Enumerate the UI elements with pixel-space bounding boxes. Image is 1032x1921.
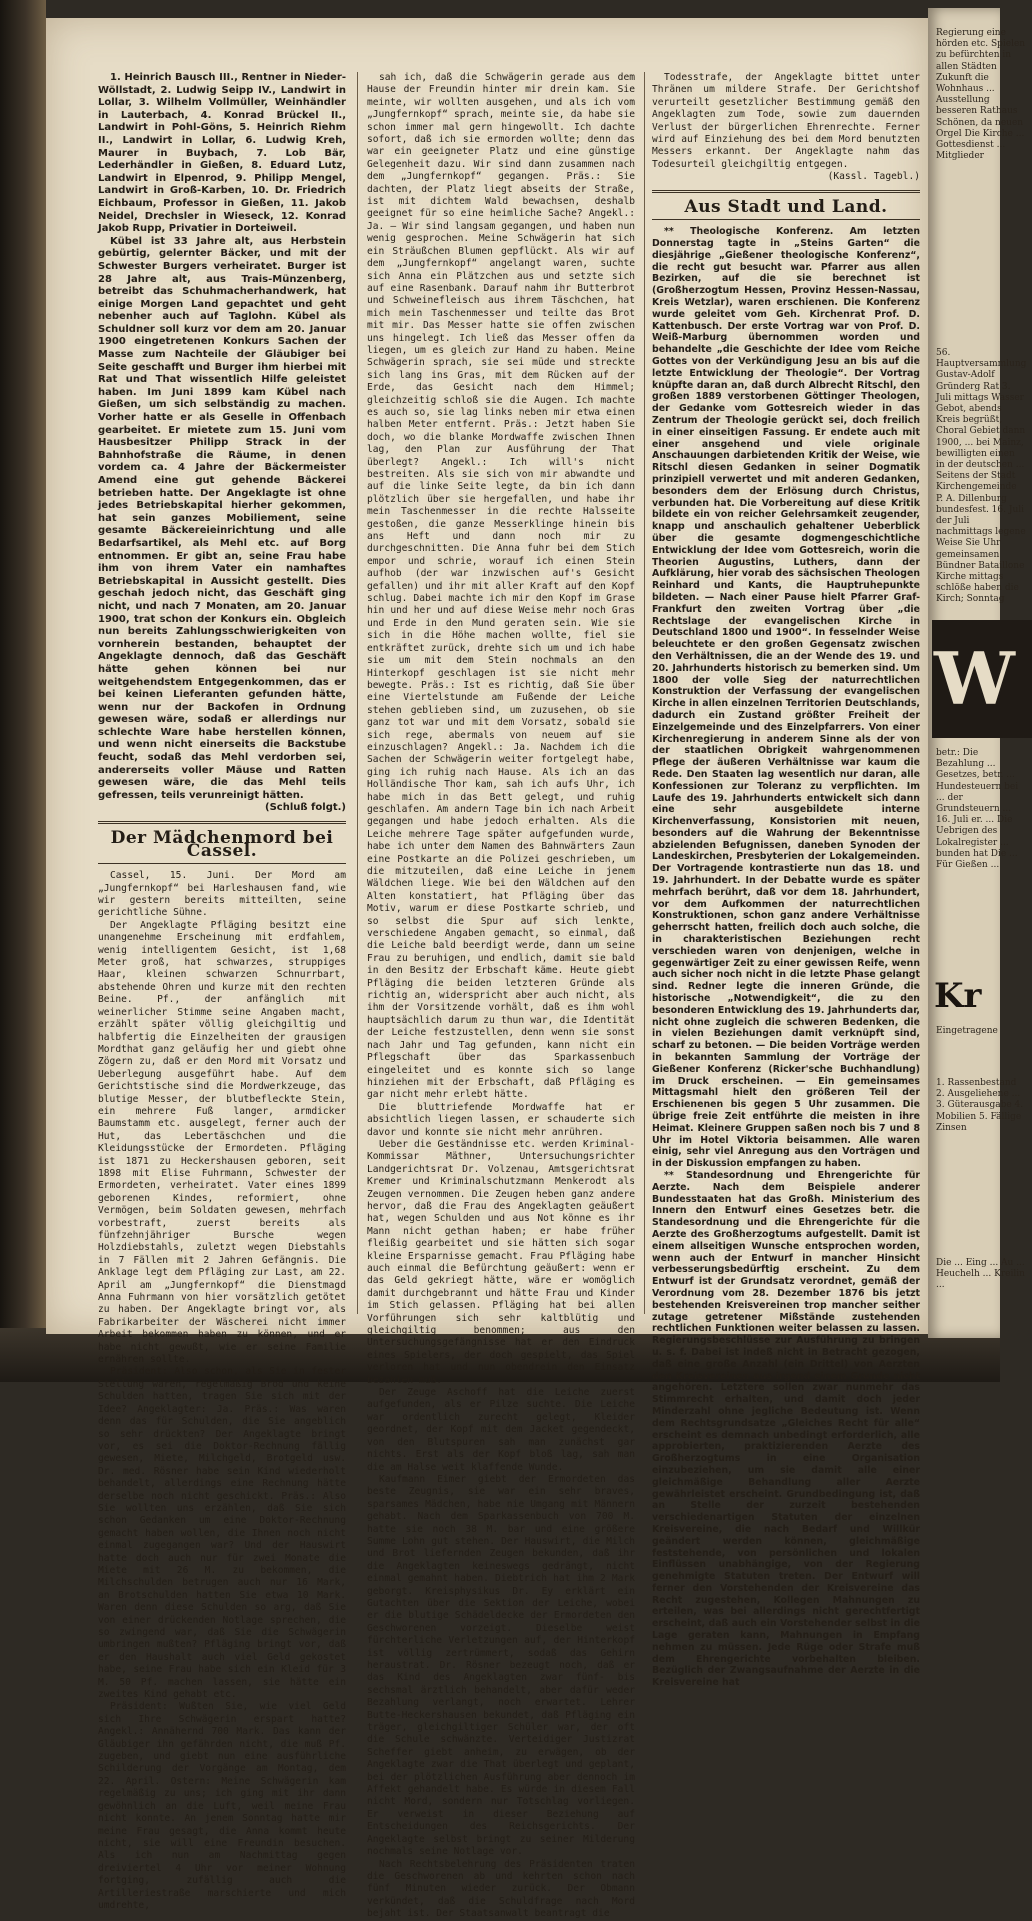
to-be-continued-note: (Schluß folgt.) [265, 802, 346, 814]
article-headline: Der Mädchenmord bei Cassel. [110, 828, 334, 861]
article-paragraph: Nach Rechtsbelehrung des Präsidenten traten die Geschworenen ab und kehrten schon nach fünf Minuten wieder zurück. Der Obmann verkündet, daß die Schuldfrage nach Mord bejaht ist. Der Staatsanwalt beantragt die [367, 1858, 635, 1920]
headline-rule [98, 863, 346, 864]
article-paragraph: Ueber die Geständnisse etc. werden Kriminal-Kommissar Mäthner, Untersuchungsrichter Landgerichtsrat Dr. Volzenau, Amtsgerichtsrat Kremer und Kriminalschutzmann Menkerodt als Zeugen vernommen. Die Zeugen heben ganz andere hervor, daß die Frau des Angeklagten geäußert hat, wegen Schulden und aus Not könne es ihr Mann nicht gethan haben; er habe früher fleißig gearbeitet und sie hätten sich sogar kleine Ersparnisse gemacht. Frau Pfläging habe auch einmal die Befürchtung geäußert: wenn er das Geld gekriegt hätte, wäre er womöglich damit durchgebrannt und hätte Frau und Kinder im Stich gelassen. Pfläging hat bei allen Vorführungen sich sehr kaltblütig und gleichgiltig benommen; aus den Untersuchungsgefängnisse hat er den Eindruck eines Spielers, der doch gespielt, das Spiel verloren hat und nun obendrein den Einsatz bezahlen muß. [367, 1138, 635, 1386]
article-paragraph: Cassel, 15. Juni. Der Mord am „Jungfernkopf“ bei Harleshausen fand, wie wir gestern bereits mitteilten, seine gerichtliche Sühne. [98, 870, 346, 919]
advertisement-heading: Kr [934, 976, 982, 1016]
scan-edge-left [0, 0, 46, 1382]
article-paragraph: Die bluttriefende Mordwaffe hat er absichtlich liegen lassen, er schauderte sich davor und konnte sie nicht mehr anrühren. [367, 1101, 635, 1138]
news-item: ** Theologische Konferenz. Am letzten Donnerstag tagte in „Steins Garten“ die diesjährige „Gießener theologische Konferenz“, die recht gut besucht war. Pfarrer aus allen Bezirken, auf die sie berechnet ist (Großherzogtum Hessen, Provinz Hessen-Nassau, Kreis Wetzlar), waren erschienen. Die Konferenz wurde geleitet vom Geh. Kirchenrat Prof. D. Kattenbusch. Der erste Vortrag war von Prof. D. Weiß-Marburg übernommen worden und behandelte „die Geschichte der Idee vom Reiche Gottes von der Verkündigung Jesu an bis auf die letzte Entwicklung der Theologie“. Der Vortrag knüpfte daran an, daß durch Albrecht Ritschl, den großen 1889 verstorbenen Göttinger Theologen, der Gedanke vom Gottesreich wieder in das Zentrum der Theologie gerückt sei, doch freilich in einer einseitigen Fassung. Er endete auch mit einer ansgehend und viele originale Anschauungen darbietenden Kritik der Weise, wie Ritschl diesen Gedanken in seiner Dogmatik prinzipiell verwertet und mit anderen Gedanken, besonders dem der Erlösung durch Christus, verbunden hat. Die Vorbereitung auf diese Kritik bildete ein von reicher Gelehrsamkeit zeugender, knapp und anschaulich gehaltener Ueberblick über die gesamte dogmengeschichtliche Entwicklung der Idee vom Gottesreich, worin die Theorien Augustins, Luthers, dann der Aufklärung, hier vorab des sächsischen Theologen Reinhard und Kants, die Hauptruhepunkte bildeten. — Nach einer Pause hielt Pfarrer Graf-Frankfurt den zweiten Vortrag über „die Rechtslage der evangelischen Kirche in Deutschland 1800 und 1900“. In fesselnder Weise beleuchtete er den großen Gegensatz zwischen den Verhältnissen, die an der Wende des 19. und 20. Jahrhunderts historisch zu bemerken sind. Um 1800 der volle Sieg der naturrechtlichen Konstruktion der Verfassung der evangelischen Kirche in allen einzelnen Territorien Deutschlands, dadurch ein Zustand größter Freiheit der Einzelgemeinde und des Einzelpfarrers. Von einer Kirchenregierung in anderem Sinne als der von der staatlichen Obrigkeit wahrgenommenen Pflege der äußeren Verhältnisse war kaum die Rede. Den Staaten lag wesentlich nur daran, alle Konfessionen zur Toleranz zu verpflichten. Im Laufe des 19. Jahrhunderts entwickelt sich dann eine sehr ausgebildete interne Kirchenverfassung, Konsistorien mit neuen, besonders auf die Wahrung der Bekenntnisse abzielenden Befugnissen, daneben Synoden der Landeskirchen, Presbyterien der Lokalgemeinden. Der Vortragende kontrastierte nun das 18. und 19. Jahrhundert. In der Debatte wurde es später mehrfach berührt, daß vor dem 18. Jahrhundert, vor dem Aufkommen der naturrechtlichen Konstruktionen, schon ganz andere Verhältnisse geherrscht hatten, freilich doch auch solche, die in charakteristischen Beziehungen recht verschieden waren von denjenigen, welche in gegenwärtiger Zeit zu einer gewissen Reife, wenn auch sicher noch nicht in die letzte Phase gelangt sind. Redner legte die inneren Gründe, die historische „Notwendigkeit“, die zu den besonderen Entwicklung des 19. Jahrhunderts dar, nicht ohne zugleich die schweren Bedenken, die in vielen Beziehungen damit verknüpft sind, scharf zu betonen. — Die beiden Vorträge werden in bekannten Sammlung der Vorträge der Gießener Konferenz (Ricker'sche Buchhandlung) im Druck erscheinen. — Ein gemeinsames Mittagsmahl hielt den größeren Teil der Erschienenen bis gegen 5 Uhr zusammen. Die übrige freie Zeit entführte die meisten in ihre Heimat. Kleinere Gruppen saßen noch bis 7 und 8 Uhr im Hotel Viktoria beisammen. Alle waren einig, sehr viel Anregung aus den Vorträgen und in der Diskussion empfangen zu haben. [652, 226, 920, 1170]
article-divider [652, 190, 920, 193]
source-note: (Kassl. Tagebl.) [827, 171, 920, 183]
newspaper-page [46, 18, 928, 1920]
column-2 [367, 72, 635, 1920]
article-paragraph: sah ich, daß die Schwägerin gerade aus dem Hause der Freundin hinter mir drein kam. Sie meinte, wir wollten ausgehen, und als ich vom „Jungfernkopf“ sprach, meinte sie, da habe sie schon immer mal gern hingewollt. Ich dachte sofort, daß ich sie ermorden wollte; denn das war ein geeigneter Platz und eine günstige Gelegenheit dazu. Wir sind dann zusammen nach dem „Jungfernkopf“ gegangen. Präs.: Sie dachten, der Platz liegt abseits der Straße, ist mit dichtem Wald bewachsen, deshalb geeignet für so eine heimliche Sache? Angekl.: Ja. — Wir sind langsam gegangen, und haben nun wenig gesprochen. Meine Schwägerin hat sich ein Sträußchen Blumen gepflückt. Als wir auf dem „Jungfernkopf“ angelangt waren, suchte sich Anna ein Plätzchen aus und setzte sich auf eine Rasenbank. Darauf nahm ihr Butterbrot und Schweinefleisch aus ihrem Täschchen, hat mich mein Taschenmesser und teilte das Brot mit mir. Das Messer hatte sie offen zwischen uns hingelegt. Ich ließ das Messer offen da liegen, um es gleich zur Hand zu haben. Meine Schwägerin sprach, sie sei müde und streckte sich lang ins Gras, mit dem Rücken auf der Erde, das Gesicht nach dem Himmel; gleichzeitig schloß sie die Augen. Ich machte es auch so, sie lag links neben mir etwa einen halben Meter entfernt. Präs.: Jetzt haben Sie doch, wo die blanke Mordwaffe zwischen Ihnen lag, den Plan zur Ausführung der That überlegt? Angekl.: Ich will's nicht bestreiten. Als sie sich von mir abwandte und auf die linke Seite legte, da bin ich dann plötzlich über sie hergefallen, und habe ihr mein Taschenmesser in die rechte Halsseite gestoßen, die ganze Messerklinge hinein bis ans Heft und dann noch mir zu durchgeschnitten. Die Anna fuhr bei dem Stich empor und schrie, worauf ich einen Stein aufhob (der war inzwischen auf's Gesicht gefallen) und ihr mit aller Kraft auf den Kopf schlug. Dabei machte ich mir den Kopf im Grase hin und her und auf diese Weise mehr noch Gras und Erde in den Mund geraten sein. Wie sie sich in die Höhe machen wollte, fiel sie entkräftet zurück, drehte sich um und ich habe sie um mit dem Stein nochmals an den Hinterkopf geschlagen ist sie nicht mehr bewegte. Präs.: Ist es richtig, daß Sie über eine Viertelstunde am Fußende der Leiche stehen geblieben sind, um zuzusehen, ob sie ganz tot war und mit dem Vorsatz, sobald sie sich rege, abermals von neuem auf sie einzuschlagen? Angekl.: Ja. Nachdem ich die Sachen der Schwägerin weiter fortgelegt habe, ging ich ruhig nach Hause. Als ich an das Holländische Thor kam, sah ich aufs Uhr, ich habe mich in das Bett gelegt, und ruhig geschlafen. Am andern Tage bin ich nach Arbeit gegangen und habe jedoch erhalten. Als die Leiche mehrere Tage später aufgefunden wurde, habe ich unter dem Namen des Bahnwärters Zaun eine Postkarte an die Polizei geschrieben, um die mitzuteilen, daß eine Leiche in jenem Wäldchen liege. Wie bei den Wäldchen auf den Alten konstatiert, hat Pfläging über das Motiv, warum er diese Postkarte schrieb, und so selbst die Spur auf sich lenkte, verschiedene Angaben gemacht, so einmal, daß die Leiche bald beerdigt werde, dann um seine Frau zu beruhigen, und endlich, damit sie bald in den Besitz der Erbschaft käme. Heute giebt Pfläging die beiden letzteren Gründe als richtig an, widerspricht aber auch nicht, als ihm der Vorsitzende vorhält, daß es ihm wohl hauptsächlich darum zu thun war, die Identität der Leiche festzustellen, denn wenn sie sonst nach Jahr und Tag gefunden, kann nicht ein Pflegschaft über das Sparkassenbuch eingeleitet und es konnte sich so lange hinziehen mit der Erbschaft, daß Pfläging es gar nicht mehr erlebt hätte. [367, 72, 635, 1101]
advertisement-subheading: Eingetragene [936, 1026, 998, 1036]
adjacent-page-text: Die ... Eing ... Au ... Heuchelh ... Kreilin ... [936, 1258, 1025, 1291]
column-rule [357, 72, 358, 1314]
article-paragraph: Präsident: Also schon, als Sie in fester Stellung waren, regelmäßig Brod und keine Schulden hatten, tragen Sie sich mit der Idee? Angeklagter: Ja. Präs.: Was waren denn das für Schulden, die Sie angeblich so sehr drückten? Der Angeklagte bringt vor, es sei die Doktor-Rechnung fällig gewesen, Miete, Milchgeld, Brotgeld usw. Dr. med. Rösner habe sein Kind wiederholt behandelt, allerdings eine Rechnung hätte derselbe noch nicht geschickt. Präs.: Also Sie wollten uns erzählen, daß Sie sich schon Gedanken um eine Doktor-Rechnung gemacht haben wollen, die Ihnen noch nicht einmal zugegangen war? Und der Hauswirt hatte doch auch nur für zwei Monate die Miete mit 26 M. zu bekommen, die Milchschulden betrugen auch nur 16 Mark, an Brotschulden hatten Sie etwa 10 Mark. Waren denn diese Schulden so arg, daß Sie von einer drückenden Notlage sprechen, die so zwingend war, daß Sie die Schwägerin umbringen mußten? Pfläging bringt vor, daß er den Haushalt auch viel Geld gekostet habe, seine Frau habe sich ein Kleid für 3 M. 50 Pf. machen lassen, sie hätte ein zweites Kind gehabt etc. [98, 1366, 346, 1701]
adjacent-page-fragment [928, 8, 1027, 1338]
advertisement-list: 1. Rassenbestand 2. Ausgeliehene ... 3. Güterausgabe 4. Mobilien 5. Fällige Zinsen [936, 1078, 1024, 1133]
article-divider [98, 821, 346, 824]
juror-list: 1. Heinrich Bausch III., Rentner in Nieder-Wöllstadt, 2. Ludwig Seipp IV., Landwirt in Lollar, 3. Wilhelm Vollmüller, Weinhändler in Lauterbach, 4. Konrad Brückel II., Landwirt in Pohl-Göns, 5. Heinrich Riehm II., Landwirt in Lollar, 6. Ludwig Kreh, Maurer in Buybach, 7. Lob Bär, Lederhändler in Gießen, 8. Eduard Lutz, Landwirt in Elpenrod, 9. Philipp Mengel, Landwirt in Groß-Karben, 10. Dr. Friedrich Eichbaum, Professor in Gießen, 11. Jakob Neidel, Drechsler in Wieseck, 12. Konrad Jakob Rupp, Privatier in Dorteiweil. [98, 72, 346, 235]
column-rule [644, 72, 645, 1314]
article-paragraph: Kaufmann Eimer giebt der Ermordeten das beste Zeugnis, sie war ein sehr braves, sparsames Mädchen, habe nie Umgang mit Männern gehabt. Nach dem Sparkassenbuch von 700 M. hatte sie noch 38 M. bar und eine größere Summe Lohn gut stehen. Der Hauswirt, die Milch und Brot liefernden Zeugen bekunden, daß ihr die Angeklagten keineswegs gedrängt, nicht einmal gemahnt haben. Diebtrich hat ihm 2 Mark geborgt. Kreisphysikus Dr. Ey erklärt ein Gutachten über die Sektion der Leiche, wobei er die blutige Schädeldecke der Ermordeten den Geschworenen vorzeigt. Dieselbe weist fürchterliche Verletzungen auf, der Hinterkopf ist völlig zertrümmert, sodaß das Gehirn heraustrat. Dr. Rösner bezeugt noch, daß er das Kind des Angeklagten zwar fünf- bis sechsmal ärztlich behandelt, aber dafür weder Bezahlung verlangt, noch erwartet. Lehrer Butte-Heckershausen bekundet, daß Pfläging ein träger, gleichgiltiger Schüler war, der oft die Schule schwänzte. Verteidiger Justizrat Scheffer giebt anheim, zu erwägen, ob der Angeklagte zwar die That überlegt und geplant, bei der plötzlichen Ausführung aber dennoch im Affekt gehandelt habe. Es würde in diesem Fall nicht Mord, sondern nur Totschlag vorliegen. Er verweist in dieser Beziehung auf Entscheidungen des Reichsgerichts. Der Angeklagte selbst bringt zu seiner Milderung nochmals seine Notlage vor. [367, 1473, 635, 1858]
trial-report-paragraph: Kübel ist 33 Jahre alt, aus Herbstein gebürtig, gelernter Bäcker, und mit der Schwester Burgers verheiratet. Burger ist 28 Jahre alt, aus Trais-Münzenberg, betreibt das Schuhmacherhandwerk, hat einige Morgen Land gepachtet und geht nebenher auch auf Taglohn. Kübel als Schuldner soll kurz vor dem am 20. Januar 1900 eingetretenen Konkurs Sachen der Masse zum Nachteile der Gläubiger bei Seite geschafft und Burger ihm hierbei mit Rat und That wissentlich Hilfe geleistet haben. Im Juni 1899 kam Kübel nach Gießen, um sich selbständig zu machen. Vorher hatte er als Geselle in Offenbach gearbeitet. Er mietete zum 15. Juni vom Hausbesitzer Philipp Strack in der Bahnhofstraße die Räume, in denen vordem ca. 4 Jahre der Bäckermeister Amend eine gut gehende Bäckerei betrieben hatte. Der Angeklagte ist ohne jedes Betriebskapital hierher gekommen, hat sein ganzes Mobiliement, seine gesamte Bäckereieinrichtung und alle Bedarfsartikel, als Mehl etc. auf Borg entnommen. Er gibt an, seine Frau habe ihm von ihrem Vater ein namhaftes Betriebskapital in Aussicht gestellt. Dies geschah jedoch nicht, das Geschäft ging nicht, und nach 7 Monaten, am 20. Januar 1900, trat schon der Konkurs ein. Obgleich nun bereits Zahlungsschwierigkeiten von vornherein bestanden, behauptet der Angeklagte dennoch, daß das Geschäft hätte gehen können bei nur weitgehendstem Entgegenkommen, das er bei keinen Lieferanten gefunden hätte, wenn nur der Backofen in Ordnung gewesen wäre, sodaß er allerdings nur schlechte Ware habe herstellen können, und wenn nicht einerseits die Backstube feucht, sodaß das Mehl verdorben sei, andererseits voller Mäuse und Ratten gewesen wäre, die das Mehl teils gefressen, teils verunreinigt hätten. [98, 235, 346, 801]
column-3 [652, 72, 920, 1689]
column-1 [98, 72, 346, 1911]
article-paragraph: Der Angeklagte Pfläging besitzt eine unangenehme Erscheinung mit erdfahlem, wenig intelligentem Gesicht, ist 1,68 Meter groß, hat schwarzes, struppiges Haar, kleinen schwarzen Schnurrbart, abstehende Ohren und kurze mit den rechten Beine. Pf., der anfänglich mit weinerlicher Stimme seine Angaben macht, erzählt später völlig gleichgiltig und halbfertig die Einzelheiten der grausigen Mordthat ganz geläufig her und giebt ohne Zögern zu, daß er den Mord mit Vorsatz und Ueberlegung ausgeführt habe. Auf dem Gerichtstische sind die Mordwerkzeuge, das blutige Messer, der blutbefleckte Stein, ein mehrere Fuß langer, armdicker Baumstamm etc. ausgelegt, ferner auch der Hut, das Lebertäschchen und die Kleidungsstücke der Ermordeten. Pfläging ist 1871 zu Heckershausen geboren, seit 1898 mit Elise Fuhrmann, Schwester der Ermordeten, verheiratet. Vater eines 1899 geborenen Kindes, reformiert, ohne Vermögen, beim Soldaten gewesen, mehrfach vorbestraft, zuerst bereits als fünfzehnjähriger Bursche wegen Holzdiebstahls, zuletzt wegen Diebstahls in 7 Fällen mit 2 Jahren Gefängnis. Die Anklage legt dem Pfläging zur Last, am 22. April am „Jungfernkopf“ die Dienstmagd Anna Fuhrmann von hier vorsätzlich getötet zu haben. Der Angeklagte bringt vor, als Fabrikarbeiter der Wäscherei nicht immer Arbeit bekommen haben zu können, und er habe nicht gewußt, wie er seine Familie ernähren sollte. [98, 919, 346, 1366]
adjacent-page-text: betr.: Die Bezahlung ... Gesetzes, betr. ... Hundesteuern bei ... der Grundsteuern ... 16. Juli er. ... Die Uebrigen des Lokalregister ... bunden hat Die ... Für Gießen ... [936, 748, 1019, 871]
article-paragraph: Der Zeuge Aschoff hat die Leiche zuerst aufgefunden, als er Pilze suchte. Die Leiche war ordentlich zurecht gelegt, Kleider geordnet, der Kopf mit dem Jacket gegendeckt, von den Blutspuren sah man zunächst gar nichts. Erst als der Kopf bloß lag, sah man die am Halse weit klaffende Wunde. [367, 1387, 635, 1473]
advertisement-letter: W [934, 636, 1015, 721]
news-item: ** Standesordnung und Ehrengerichte für Aerzte. Nach dem Beispiele anderer Bundesstaaten hat das Großh. Ministerium des Innern den Entwurf eines Gesetzes betr. die Standesordnung und die Ehrengerichte für die Aerzte des Großherzogtums aufgestellt. Damit ist einem allseitigen Wunsche entsprochen worden, wenn auch der Entwurf in mancher Hinsicht verbesserungsbedürftig erscheint. Zu dem Entwurf ist der Grundsatz verordnet, gemäß der Verordnung vom 28. Dezember 1876 bis jetzt bestehenden Kreisvereinen trop mancher seither zutage getretener Mißstände zustehenden rechtlichen Funktionen weiter belassen zu lassen. Regierungsbeschlüsse zur Ausführung zu bringen u. s. f. Dabei ist indeß nicht in Betracht gezogen, daß eine große Anzahl (ein Drittel) von Aerzten den Kreisvereinen aus irgend einem Grunde nicht angehören. Letztere sollen zwar nunmehr das Stimmrecht erhalten, und damit doch jeder Minderzahl ohne jegliche Bedeutung ist. Wenn dem Rechtsgrundsatze „Gleiches Recht für alle“ erscheint es demnach unbedingt erforderlich, alle approbierten, praktizierenden Aerzte des Großherzogtums in eine Organisation einzubeziehen, um sie damit alle einer gleichmäßige Behandlung aller Aerzte gewährleistet erscheint. Grundbedingung ist, daß an Stelle der zurzeit bestehenden verschiedenartigen Statuten der einzelnen Kreisvereine, die nach Bedarf und Willkür geändert werden können, gleichmäßige feststehende, von persönlichen und lokalen Einflüssen unabhängige, von der Regierung genehmigte Statuten treten. Der Entwurf will ferner den Vorstehenden der Kreisvereine das Recht zugestehen, Kollegen Mahnungen zu erteilen, was bei allerdings nicht gerechtfertigt erscheint, daß auch ein Vorstehender selbst in die Lage geraten kann, Mahnungen in Empfang nehmen zu müssen. Jede Rüge oder Strafe muß dem Ehrengerichte vorbehalten bleiben. Bezüglich der Zwangsaufnahme der Aerzte in die Kreisvereine hat [652, 1170, 920, 1689]
section-headline: Aus Stadt und Land. [684, 196, 888, 217]
adjacent-page-text: 56. Hauptversammlung Gustav-Adolf Gründerg Rat 3. Juli mittags Wasser Gebot, abends Kreis begrüßt, Choral Gebiet dann 1900, ... bei Mainz, bewilligten einen in der deutschen ... Seitens der Stadt Kirchengemeinde P. A. Dillenburg bundesfest. 16. Juli der Juli nachmittags legene Weise Sie Uhr gemeinsamen Bündner Bataillone Kirche mittags schlöße haben die Kirch; Sonntag [936, 348, 1027, 605]
article-paragraph: Todesstrafe, der Angeklagte bittet unter Thränen um mildere Strafe. Der Gerichtshof verurteilt gesetzlicher Bestimmung gemäß den Angeklagten zum Tode, sowie zum dauernden Verlust der bürgerlichen Ehrenrechte. Ferner wird auf Einziehung des bei dem Mord benutzten Messers erkannt. Der Angeklagte nahm das Todesurteil gleichgiltig entgegen. [652, 72, 920, 170]
adjacent-page-text: Regierung eine hörden etc. Spielen zu befürchten in allen Städten Zukunft die Wohnhaus ... Ausstellung besseren Rathaus Schönen, da neuen Orgel Die Kirche ... Gottesdienst ... Mitglieder [936, 28, 1026, 162]
article-paragraph: Präsident: Wußten Sie, wie viel Geld sich Ihre Schwägerin erspart hatte? Angekl.: Annähernd 700 Mark. Das kann der Gläubiger ihn gefährden nicht, die muß Pf. zugeben, und giebt nun eine ausführliche Schilderung der Vorgänge am Montag, dem 22. April. Ostern: Meine Schwägerin kam regelmäßig zu uns; ich ging mit ihr dann gewöhnlich an die Luft, weil meine Frau nicht konnte. An jenem Sonntag hatte mir meine Frau gesagt, die Anna kommt heute nicht, sie will eine Freundin besuchen. Als ich nun am Nachmittag gegen dreiviertel 4 Uhr vor meiner Wohnung fortging, zufällig auch die Artilleriestraße marschierte und mich umdrehte, [98, 1701, 346, 1911]
headline-rule [652, 219, 920, 220]
